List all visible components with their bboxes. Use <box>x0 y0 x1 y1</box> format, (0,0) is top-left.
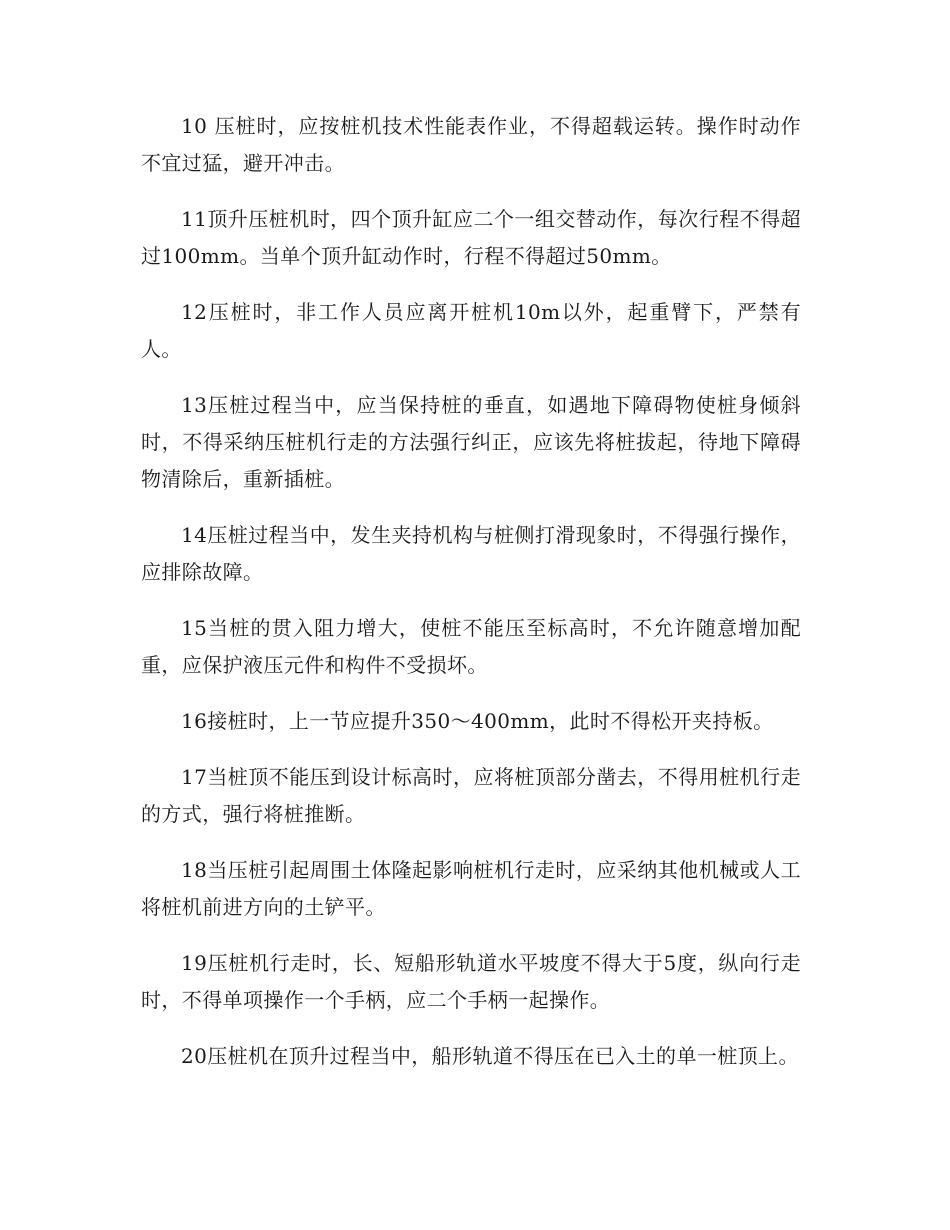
paragraph-19: 19压桩机行走时，长、短船形轨道水平坡度不得大于5度，纵向行走时，不得单项操作一个手柄，应二个手柄一起操作。 <box>141 951 801 1012</box>
paragraph-10: 10 压桩时，应按桩机技术性能表作业，不得超载运转。操作时动作不宜过猛，避开冲击。 <box>141 114 801 175</box>
paragraph-11: 11顶升压桩机时，四个顶升缸应二个一组交替动作，每次行程不得超过100mm。当单个顶升缸动作时，行程不得超过50mm。 <box>141 207 801 268</box>
paragraph-18: 18当压桩引起周围土体隆起影响桩机行走时，应采纳其他机械或人工将桩机前进方向的土铲平。 <box>141 858 801 919</box>
paragraph-12: 12压桩时，非工作人员应离开桩机10m以外，起重臂下，严禁有人。 <box>141 300 801 361</box>
paragraph-15: 15当桩的贯入阻力增大，使桩不能压至标高时，不允许随意增加配重，应保护液压元件和构件不受损坏。 <box>141 616 801 677</box>
paragraph-13: 13压桩过程当中，应当保持桩的垂直，如遇地下障碍物使桩身倾斜时，不得采纳压桩机行走的方法强行纠正，应该先将桩拔起，待地下障碍物清除后，重新插桩。 <box>141 393 801 491</box>
paragraph-14: 14压桩过程当中，发生夹持机构与桩侧打滑现象时，不得强行操作，应排除故障。 <box>141 523 801 584</box>
paragraph-16: 16接桩时，上一节应提升350～400mm，此时不得松开夹持板。 <box>181 709 774 733</box>
paragraph-20: 20压桩机在顶升过程当中，船形轨道不得压在已入土的单一桩顶上。 <box>181 1044 799 1068</box>
paragraph-17: 17当桩顶不能压到设计标高时，应将桩顶部分凿去，不得用桩机行走的方式，强行将桩推断。 <box>141 765 801 826</box>
document-body <box>141 108 801 1094</box>
